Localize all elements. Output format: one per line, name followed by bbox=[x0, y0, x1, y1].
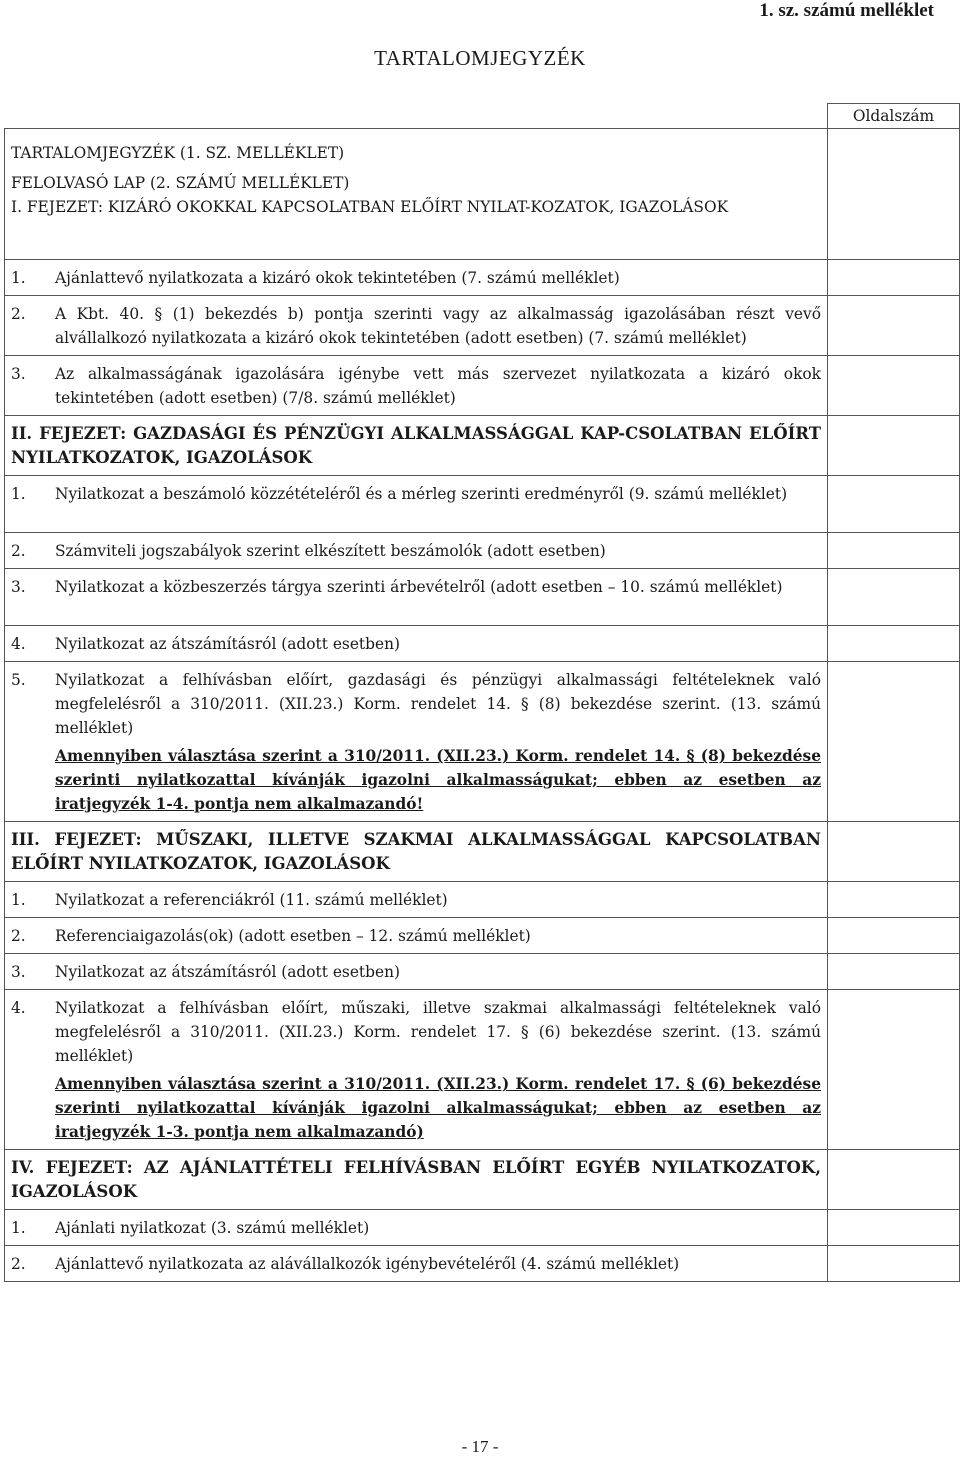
page-number-cell bbox=[828, 662, 960, 822]
toc-line: TARTALOMJEGYZÉK (1. SZ. MELLÉKLET) bbox=[11, 144, 345, 162]
toc-row bbox=[5, 626, 960, 662]
page-title: TARTALOMJEGYZÉK bbox=[374, 46, 586, 70]
page-number-cell bbox=[828, 129, 960, 260]
toc-line: FELOLVASÓ LAP (2. SZÁMÚ MELLÉKLET) bbox=[11, 174, 350, 192]
item-text: Az alkalmasságának igazolására igénybe vett más szervezet nyilatkozata a kizáró okok tekintetében (adott esetben) (7/8. számú melléklet) bbox=[55, 365, 821, 407]
item-text: Nyilatkozat a referenciákról (11. számú melléklet) bbox=[55, 891, 448, 909]
item-number: 3. bbox=[11, 365, 26, 383]
toc-item bbox=[11, 996, 821, 1068]
toc-row bbox=[5, 356, 960, 416]
page-number-cell bbox=[828, 822, 960, 882]
toc-entry bbox=[5, 1150, 828, 1210]
item-number: 1. bbox=[11, 485, 26, 503]
toc-entry bbox=[5, 476, 828, 533]
item-text: Nyilatkozat a felhívásban előírt, műszaki, illetve szakmai alkalmassági feltételeknek való megfelelésről a 310/2011. (XII.23.) Korm. rendelet 17. § (6) bekezdése szerint. (13. számú melléklet) bbox=[55, 999, 821, 1065]
item-note: Amennyiben választása szerint a 310/2011. (XII.23.) Korm. rendelet 17. § (6) bekezdése szerinti nyilatkozattal kívánják igazolni alkalmasságukat; ebben az esetben az iratjegyzék 1-3. pontja nem alkalmazandó) bbox=[55, 1075, 821, 1141]
toc-row bbox=[5, 1150, 960, 1210]
item-number: 4. bbox=[11, 635, 26, 653]
toc-header-spacer bbox=[5, 104, 828, 129]
toc-row bbox=[5, 1246, 960, 1282]
page-number-cell bbox=[828, 296, 960, 356]
toc-row bbox=[5, 476, 960, 533]
toc-entry bbox=[5, 129, 828, 260]
toc-entry bbox=[5, 954, 828, 990]
annex-label: 1. sz. számú melléklet bbox=[759, 0, 934, 21]
toc-line: I. FEJEZET: KIZÁRÓ OKOKKAL KAPCSOLATBAN ELŐÍRT NYILAT-KOZATOK, IGAZOLÁSOK bbox=[11, 198, 729, 216]
page-number-cell bbox=[828, 954, 960, 990]
item-number: 1. bbox=[11, 1219, 26, 1237]
toc-row bbox=[5, 918, 960, 954]
page-column-header: Oldalszám bbox=[828, 104, 960, 129]
item-number: 3. bbox=[11, 578, 26, 596]
item-number: 1. bbox=[11, 269, 26, 287]
toc-row bbox=[5, 1210, 960, 1246]
page-number-cell bbox=[828, 260, 960, 296]
toc-entry bbox=[5, 626, 828, 662]
item-text: Referenciaigazolás(ok) (adott esetben – 12. számú melléklet) bbox=[55, 927, 531, 945]
item-number: 4. bbox=[11, 999, 26, 1017]
page-number-cell bbox=[828, 569, 960, 626]
toc-entry bbox=[5, 882, 828, 918]
toc-item bbox=[11, 888, 821, 912]
page-number-cell bbox=[828, 1246, 960, 1282]
item-text: Nyilatkozat a közbeszerzés tárgya szerinti árbevételről (adott esetben – 10. számú melléklet) bbox=[55, 578, 783, 596]
toc-row bbox=[5, 822, 960, 882]
toc-row bbox=[5, 954, 960, 990]
toc-item bbox=[11, 1252, 821, 1276]
item-number: 5. bbox=[11, 671, 26, 689]
item-text: Nyilatkozat az átszámításról (adott esetben) bbox=[55, 635, 400, 653]
page-number-cell bbox=[828, 990, 960, 1150]
toc-entry bbox=[5, 260, 828, 296]
toc-entry bbox=[5, 296, 828, 356]
toc-row bbox=[5, 416, 960, 476]
item-text: Ajánlattevő nyilatkozata az alávállalkozók igénybevételéről (4. számú melléklet) bbox=[55, 1255, 680, 1273]
toc-row bbox=[5, 260, 960, 296]
item-text: Nyilatkozat a felhívásban előírt, gazdasági és pénzügyi alkalmassági feltételeknek való megfelelésről a 310/2011. (XII.23.) Korm. rendelet 14. § (8) bekezdése szerint. (13. számú melléklet) bbox=[55, 671, 821, 737]
toc-item bbox=[11, 482, 821, 506]
toc-entry bbox=[5, 822, 828, 882]
chapter-heading: III. FEJEZET: MŰSZAKI, ILLETVE SZAKMAI ALKALMASSÁGGAL KAPCSOLATBAN ELŐÍRT NYILATKOZATOK, IGAZOLÁSOK bbox=[11, 830, 821, 873]
toc-item bbox=[11, 960, 821, 984]
page-number-cell bbox=[828, 1150, 960, 1210]
item-text: Ajánlati nyilatkozat (3. számú melléklet) bbox=[55, 1219, 370, 1237]
toc-item bbox=[11, 668, 821, 740]
item-number: 1. bbox=[11, 891, 26, 909]
page-number: - 17 - bbox=[461, 1437, 499, 1456]
item-text: Ajánlattevő nyilatkozata a kizáró okok tekintetében (7. számú melléklet) bbox=[55, 269, 620, 287]
chapter-heading: IV. FEJEZET: AZ AJÁNLATTÉTELI FELHÍVÁSBAN ELŐÍRT EGYÉB NYILATKOZATOK, IGAZOLÁSOK bbox=[11, 1158, 821, 1201]
toc-row bbox=[5, 569, 960, 626]
toc-row bbox=[5, 882, 960, 918]
toc-header-row bbox=[5, 104, 960, 129]
page-number-cell bbox=[828, 416, 960, 476]
toc-row bbox=[5, 990, 960, 1150]
toc-row bbox=[5, 662, 960, 822]
page-number-cell bbox=[828, 626, 960, 662]
toc-item bbox=[11, 362, 821, 410]
toc-item bbox=[11, 575, 821, 599]
toc-row bbox=[5, 533, 960, 569]
item-text: Nyilatkozat a beszámoló közzétételéről és a mérleg szerinti eredményről (9. számú melléklet) bbox=[55, 485, 788, 503]
page-number-cell bbox=[828, 356, 960, 416]
item-note: Amennyiben választása szerint a 310/2011. (XII.23.) Korm. rendelet 14. § (8) bekezdése szerinti nyilatkozattal kívánják igazolni alkalmasságukat; ebben az esetben az iratjegyzék 1-4. pontja nem alkalmazandó! bbox=[55, 747, 821, 813]
toc-entry bbox=[5, 918, 828, 954]
toc-item bbox=[11, 266, 821, 290]
toc-entry bbox=[5, 533, 828, 569]
page-number-cell bbox=[828, 918, 960, 954]
toc-row bbox=[5, 129, 960, 260]
toc-item bbox=[11, 924, 821, 948]
toc-entry bbox=[5, 1246, 828, 1282]
toc-entry bbox=[5, 356, 828, 416]
toc-entry bbox=[5, 416, 828, 476]
toc-entry bbox=[5, 569, 828, 626]
toc-entry bbox=[5, 1210, 828, 1246]
item-text: Nyilatkozat az átszámításról (adott esetben) bbox=[55, 963, 400, 981]
chapter-heading: II. FEJEZET: GAZDASÁGI ÉS PÉNZÜGYI ALKALMASSÁGGAL KAP-CSOLATBAN ELŐÍRT NYILATKOZATOK, IGAZOLÁSOK bbox=[11, 424, 821, 467]
item-number: 3. bbox=[11, 963, 26, 981]
page-number-cell bbox=[828, 882, 960, 918]
item-number: 2. bbox=[11, 1255, 26, 1273]
toc-table bbox=[4, 103, 960, 1282]
page-number-cell bbox=[828, 1210, 960, 1246]
toc-item bbox=[11, 632, 821, 656]
toc-item bbox=[11, 302, 821, 350]
item-text: Számviteli jogszabályok szerint elkészített beszámolók (adott esetben) bbox=[55, 542, 606, 560]
page-number-cell bbox=[828, 533, 960, 569]
toc-item bbox=[11, 1216, 821, 1240]
item-number: 2. bbox=[11, 542, 26, 560]
toc-item bbox=[11, 539, 821, 563]
toc-entry bbox=[5, 990, 828, 1150]
toc-row bbox=[5, 296, 960, 356]
item-number: 2. bbox=[11, 927, 26, 945]
toc-entry bbox=[5, 662, 828, 822]
page-number-cell bbox=[828, 476, 960, 533]
item-text: A Kbt. 40. § (1) bekezdés b) pontja szerinti vagy az alkalmasság igazolásában részt vevő alvállalkozó nyilatkozata a kizáró okok tekintetében (adott esetben) (7. számú melléklet) bbox=[55, 305, 821, 347]
item-number: 2. bbox=[11, 305, 26, 323]
